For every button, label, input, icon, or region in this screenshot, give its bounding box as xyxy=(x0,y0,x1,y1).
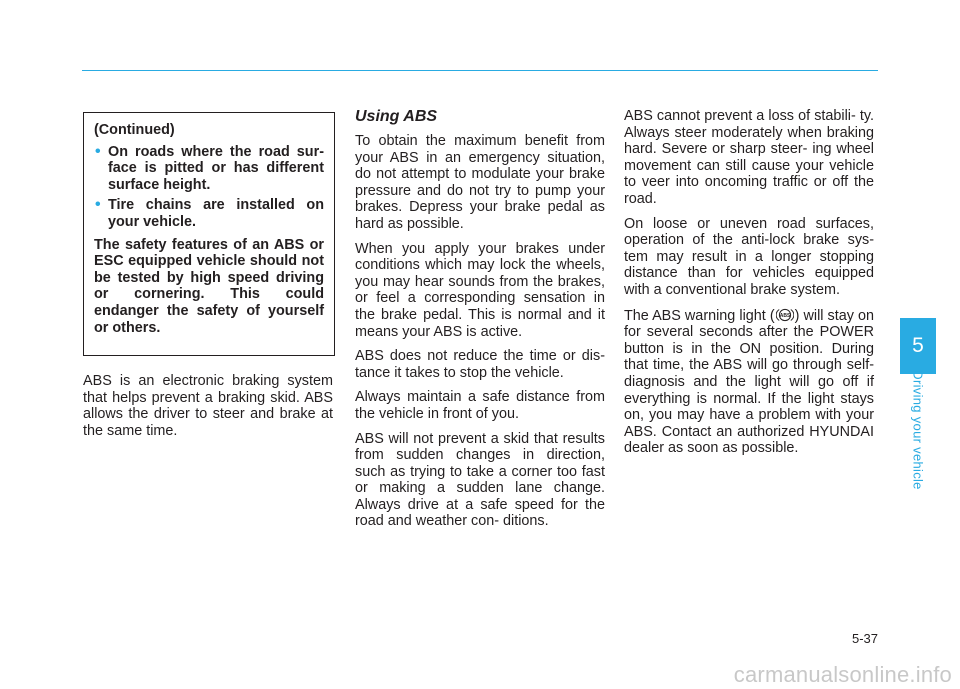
column-middle xyxy=(355,108,605,538)
svg-text:ABS: ABS xyxy=(779,312,790,319)
paragraph: ABS cannot prevent a loss of stabili- ty. Always steer moderately when braking hard. Severe or sharp steer- ing wheel movement can still cause your vehicle to veer into oncoming traffic or off the road. xyxy=(624,108,874,207)
watermark-text: carmanualsonline.info xyxy=(733,662,952,687)
bullet-icon: • xyxy=(95,196,101,214)
warning-bullet xyxy=(94,144,324,194)
watermark xyxy=(0,662,960,688)
bullet-icon: • xyxy=(95,142,101,160)
column-right xyxy=(624,108,874,465)
warning-bullet-text: On roads where the road sur- face is pitted or has different surface height. xyxy=(108,143,324,193)
paragraph: On loose or uneven road surfaces, operation of the anti-lock brake sys- tem may result in a longer stopping distance than for vehicles equipped with a conventional brake system. xyxy=(624,215,874,298)
warning-continued: (Continued) xyxy=(94,122,175,138)
top-rule xyxy=(82,70,878,71)
abs-intro-paragraph: ABS is an electronic braking system that helps prevent a braking skid. ABS allows the driver to steer and brake at the same time. xyxy=(83,373,333,439)
paragraph: ABS will not prevent a skid that results from sudden changes in direction, such as trying to take a corner too fast or making a sudden lane change. Always drive at a safe speed for the road and weather con- ditions. xyxy=(355,430,605,530)
warning-bullet xyxy=(94,197,324,230)
paragraph: Always maintain a safe distance from the vehicle in front of you. xyxy=(355,389,605,422)
page-number: 5-37 xyxy=(851,631,878,646)
abs-warning-light-icon xyxy=(776,307,794,323)
section-heading: Using ABS xyxy=(355,108,438,125)
paragraph: To obtain the maximum benefit from your ABS in an emergency situation, do not attempt to modulate your brake pressure and do not try to pump your brakes. Depress your brake pedal as hard as possible. xyxy=(355,133,605,232)
warning-box xyxy=(83,112,335,356)
warning-closing: The safety features of an ABS or ESC equipped vehicle should not be tested by high speed driving or cornering. This could endanger the safety of yourself or others. xyxy=(94,236,324,336)
warning-bullet-text: Tire chains are installed on your vehicle. xyxy=(108,197,324,230)
column-left xyxy=(83,112,333,448)
abs-warning-light-paragraph xyxy=(624,307,874,457)
text-span: The ABS warning light ( xyxy=(624,307,775,324)
chapter-label: Driving your vehicle xyxy=(910,370,926,490)
paragraph: When you apply your brakes under conditions which may lock the wheels, you may hear sounds from the brakes, or feel a corresponding sensation in the brake pedal. This is normal and it means your ABS is active. xyxy=(355,240,605,340)
warning-bullet-list xyxy=(94,144,324,231)
text-span: ) will stay on for several seconds after the POWER button is in the ON position. During that time, the ABS will go through self-diagnosis and the light will go off if everything is normal. If the light stays on, you may have a problem with your ABS. Contact an authorized HYUNDAI dealer as soon as possible. xyxy=(624,307,874,457)
chapter-tab: 5 xyxy=(900,318,936,374)
paragraph: ABS does not reduce the time or dis- tance it takes to stop the vehicle. xyxy=(355,348,605,381)
